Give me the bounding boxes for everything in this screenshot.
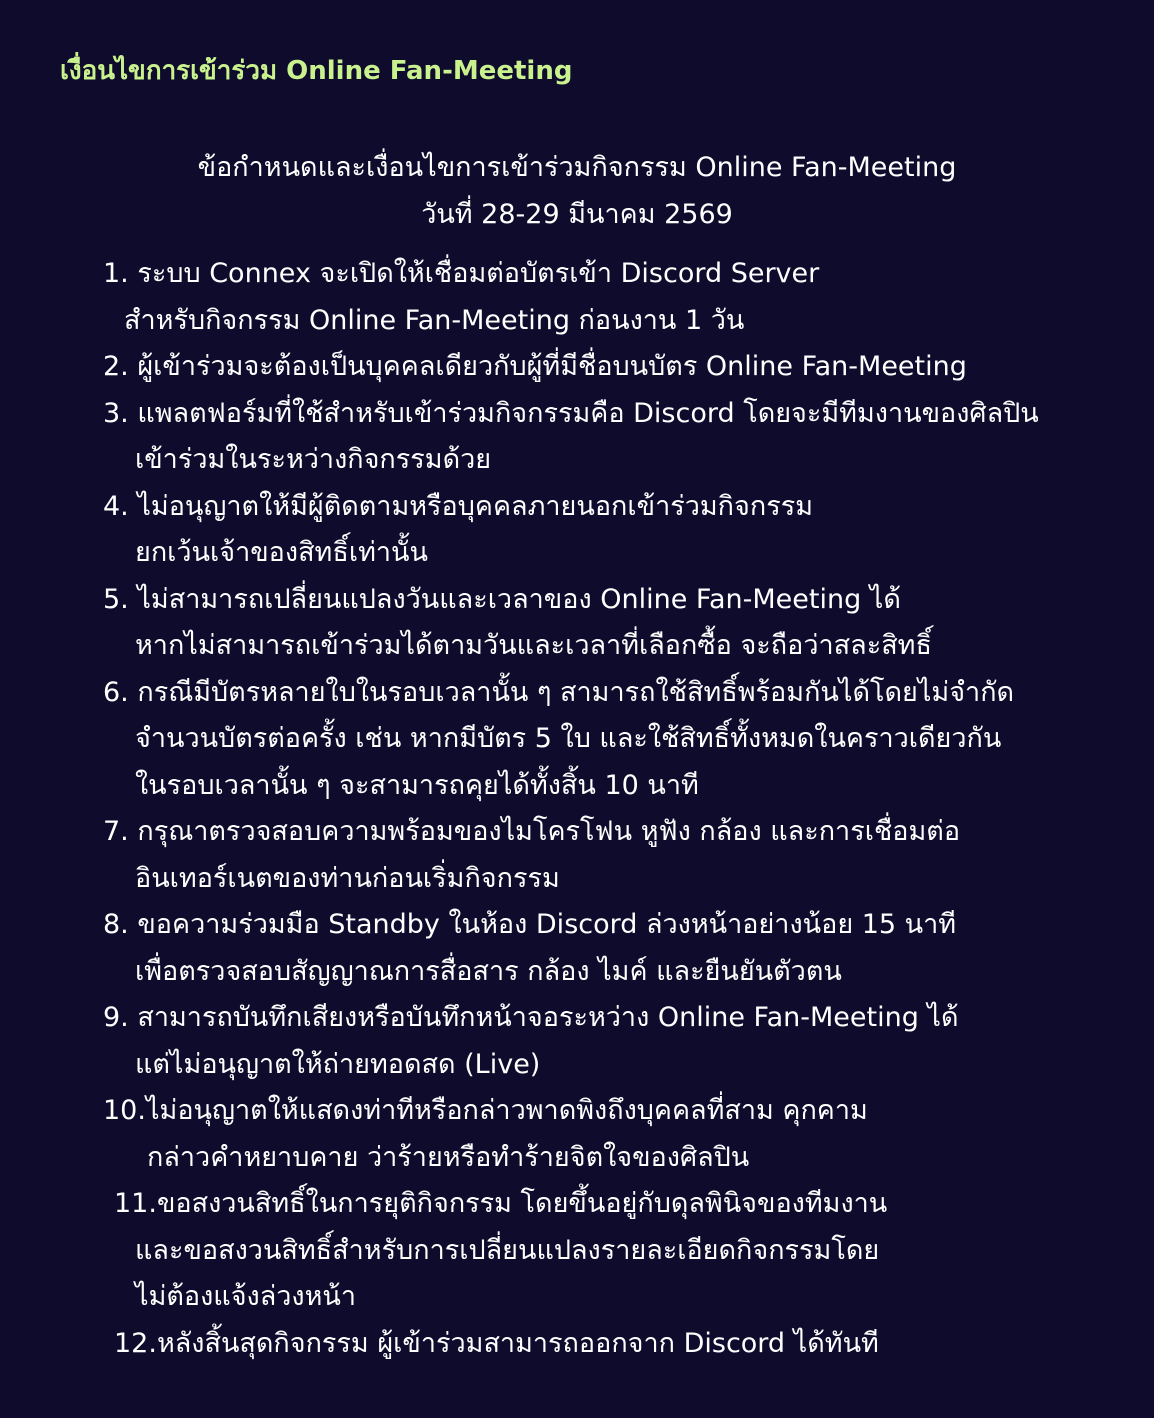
rule-3-line-1: 3. แพลตฟอร์มที่ใช้สำหรับเข้าร่วมกิจกรรมคือ Discord โดยจะมีทีมงานของศิลปิน xyxy=(103,398,1039,429)
rule-1-line-1: 1. ระบบ Connex จะเปิดให้เชื่อมต่อบัตรเข้า Discord Server xyxy=(103,258,820,289)
rule-8-line-2: เพื่อตรวจสอบสัญญาณการสื่อสาร กล้อง ไมค์ และยืนยันตัวตน xyxy=(135,956,842,987)
rule-8-line-1: 8. ขอความร่วมมือ Standby ในห้อง Discord ล่วงหน้าอย่างน้อย 15 นาที xyxy=(103,909,957,940)
rule-9-line-1: 9. สามารถบันทึกเสียงหรือบันทึกหน้าจอระหว่าง Online Fan-Meeting ได้ xyxy=(103,1002,959,1033)
rule-10-line-1: 10.ไม่อนุญาตให้แสดงท่าทีหรือกล่าวพาดพิงถึงบุคคลที่สาม คุกคาม xyxy=(103,1095,868,1126)
rule-9-line-2: แต่ไม่อนุญาตให้ถ่ายทอดสด (Live) xyxy=(135,1049,541,1080)
rule-3-line-2: เข้าร่วมในระหว่างกิจกรรมด้วย xyxy=(135,444,492,475)
rule-7-line-2: อินเทอร์เนตของท่านก่อนเริ่มกิจกรรม xyxy=(135,863,560,894)
rule-12-line-1: 12.หลังสิ้นสุดกิจกรรม ผู้เข้าร่วมสามารถออกจาก Discord ได้ทันที xyxy=(114,1328,879,1359)
rule-6-line-2: จำนวนบัตรต่อครั้ง เช่น หากมีบัตร 5 ใบ และใช้สิทธิ์ทั้งหมดในคราวเดียวกัน xyxy=(135,723,1002,754)
rule-4-line-1: 4. ไม่อนุญาตให้มีผู้ติดตามหรือบุคคลภายนอกเข้าร่วมกิจกรรม xyxy=(103,491,814,522)
terms-heading-title: ข้อกำหนดและเงื่อนไขการเข้าร่วมกิจกรรม Online Fan-Meeting xyxy=(197,152,957,183)
rule-5-line-2: หากไม่สามารถเข้าร่วมได้ตามวันและเวลาที่เลือกซื้อ จะถือว่าสละสิทธิ์ xyxy=(135,630,932,661)
rule-2-line-1: 2. ผู้เข้าร่วมจะต้องเป็นบุคคลเดียวกับผู้ที่มีชื่อบนบัตร Online Fan-Meeting xyxy=(103,351,967,382)
rule-6-line-1: 6. กรณีมีบัตรหลายใบในรอบเวลานั้น ๆ สามารถใช้สิทธิ์พร้อมกันได้โดยไม่จำกัด xyxy=(103,677,1015,708)
terms-heading-date: วันที่ 28-29 มีนาคม 2569 xyxy=(421,199,733,230)
rule-4-line-2: ยกเว้นเจ้าของสิทธิ์เท่านั้น xyxy=(135,537,428,568)
rule-1-line-2: สำหรับกิจกรรม Online Fan-Meeting ก่อนงาน 1 วัน xyxy=(124,305,745,336)
rule-7-line-1: 7. กรุณาตรวจสอบความพร้อมของไมโครโฟน หูฟัง กล้อง และการเชื่อมต่อ xyxy=(103,816,961,847)
page-title: เงื่อนไขการเข้าร่วม Online Fan-Meeting xyxy=(60,56,573,86)
rule-11-line-1: 11.ขอสงวนสิทธิ์ในการยุติกิจกรรม โดยขึ้นอยู่กับดุลพินิจของทีมงาน xyxy=(114,1188,888,1219)
rule-10-line-2: กล่าวคำหยาบคาย ว่าร้ายหรือทำร้ายจิตใจของศิลปิน xyxy=(147,1142,750,1173)
rule-5-line-1: 5. ไม่สามารถเปลี่ยนแปลงวันและเวลาของ Online Fan-Meeting ได้ xyxy=(103,584,901,615)
rule-6-line-3: ในรอบเวลานั้น ๆ จะสามารถคุยได้ทั้งสิ้น 10 นาที xyxy=(135,770,699,801)
rule-11-line-2: และขอสงวนสิทธิ์สำหรับการเปลี่ยนแปลงรายละเอียดกิจกรรมโดย xyxy=(135,1235,880,1266)
rule-11-line-3: ไม่ต้องแจ้งล่วงหน้า xyxy=(135,1281,357,1312)
